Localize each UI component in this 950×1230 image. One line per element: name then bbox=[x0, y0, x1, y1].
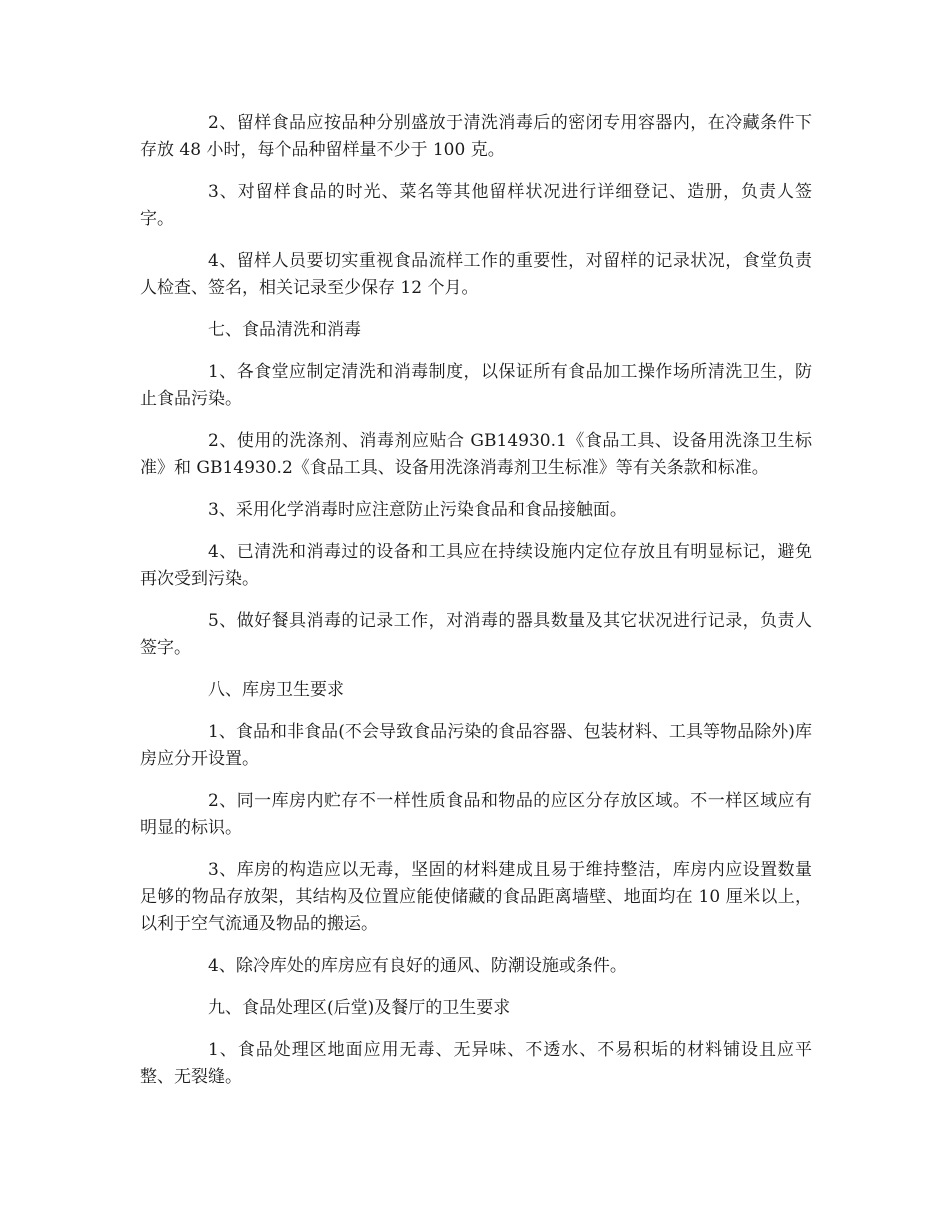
paragraph-cleaning-4: 4、已清洗和消毒过的设备和工具应在持续设施内定位存放且有明显标记，避免再次受到污染。 bbox=[140, 542, 812, 589]
paragraph-cleaning-3: 3、采用化学消毒时应注意防止污染食品和食品接触面。 bbox=[208, 500, 627, 520]
paragraph-sample-storage-4: 4、留样人员要切实重视食品流样工作的重要性，对留样的记录状况，食堂负责人检查、签名，相关记录至少保存 12 个月。 bbox=[140, 251, 812, 298]
document-body bbox=[140, 110, 812, 1106]
paragraph-storage-3: 3、库房的构造应以无毒，坚固的材料建成且易于维持整洁，库房内应设置数量足够的物品存放架，其结构及位置应能使储藏的食品距离墙壁、地面均在 10 厘米以上，以利于空气流通及物品的搬运。 bbox=[140, 860, 812, 934]
section-heading-9: 九、食品处理区(后堂)及餐厅的卫生要求 bbox=[208, 998, 511, 1018]
paragraph-storage-2: 2、同一库房内贮存不一样性质食品和物品的应区分存放区域。不一样区域应有明显的标识。 bbox=[140, 791, 812, 838]
section-heading-8: 八、库房卫生要求 bbox=[208, 680, 344, 700]
paragraph-storage-1: 1、食品和非食品(不会导致食品污染的食品容器、包装材料、工具等物品除外)库房应分开设置。 bbox=[140, 722, 812, 769]
paragraph-cleaning-1: 1、各食堂应制定清洗和消毒制度，以保证所有食品加工操作场所清洗卫生，防止食品污染。 bbox=[140, 362, 812, 409]
paragraph-cleaning-5: 5、做好餐具消毒的记录工作，对消毒的器具数量及其它状况进行记录，负责人签字。 bbox=[140, 611, 812, 658]
section-heading-7: 七、食品清洗和消毒 bbox=[208, 320, 361, 340]
paragraph-sample-storage-3: 3、对留样食品的时光、菜名等其他留样状况进行详细登记、造册，负责人签字。 bbox=[140, 182, 812, 229]
paragraph-storage-4: 4、除冷库处的库房应有良好的通风、防潮设施或条件。 bbox=[208, 956, 627, 976]
paragraph-cleaning-2: 2、使用的洗涤剂、消毒剂应贴合 GB14930.1《食品工具、设备用洗涤卫生标准》和 GB14930.2《食品工具、设备用洗涤消毒剂卫生标准》等有关条款和标准。 bbox=[140, 431, 812, 478]
paragraph-sample-storage-2: 2、留样食品应按品种分别盛放于清洗消毒后的密闭专用容器内，在冷藏条件下存放 48 小时，每个品种留样量不少于 100 克。 bbox=[140, 113, 812, 160]
paragraph-processing-1: 1、食品处理区地面应用无毒、无异味、不透水、不易积垢的材料铺设且应平整、无裂缝。 bbox=[140, 1040, 812, 1087]
